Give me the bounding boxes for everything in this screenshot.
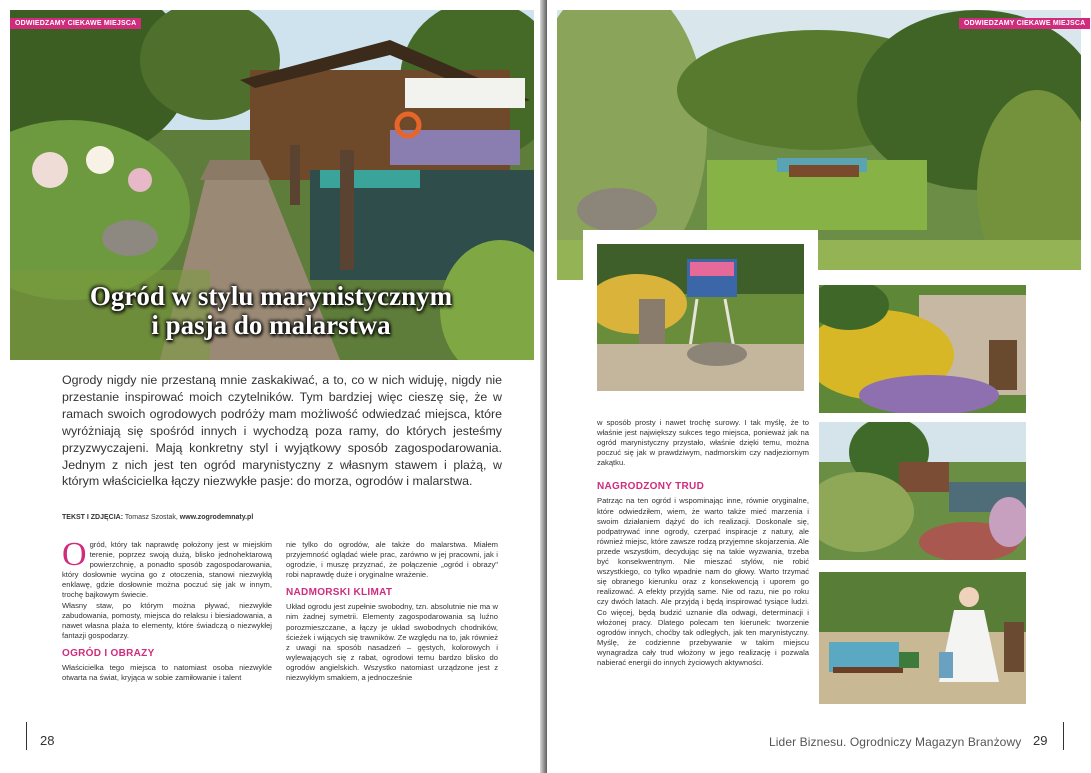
magazine-name: Lider Biznesu. Ogrodniczy Magazyn Branżowy — [769, 735, 1022, 749]
credit-website: www.zogrodemnaty.pl — [179, 514, 254, 521]
right-page — [547, 0, 1091, 773]
subheading: NAGRODZONY TRUD — [597, 481, 705, 493]
column-1 — [62, 536, 272, 683]
photo-credit — [62, 514, 253, 521]
subheading: OGRÓD I OBRAZY — [62, 647, 155, 659]
page-number-rule — [26, 722, 27, 750]
photo-pond-house — [819, 422, 1026, 560]
paragraph: Własny staw, po którym można pływać, niezwykłe zabudowania, pomosty, miejsca do relaksu i biesiadowania, a nawet własna plaża to elementy, które świadczą o niezwykłej fantazji gospodarzy. — [62, 600, 272, 640]
paragraph: Właścicielka tego miejsca to natomiast osoba niezwykle otwarta na świat, kryjąca w sobie zamiłowanie i talent — [62, 662, 272, 683]
paragraph: Układ ogrodu jest zupełnie swobodny, tzn. absolutnie nie ma w nim żadnej symetrii. Elementy zagospodarowania są luźno porozmieszczane, a łączy je układ swobodnych chodników, ścieżek i wijących się trawników. Ze względu na to, jak również z uwagi na sposób nasadzeń – gęstych, kolorowych i wylewających się z rabat, ogrodowi temu bardzo blisko do ogrodów angielskich. Wszystko natomiast urządzone jest z niezwykłym smakiem, a jednocześnie — [286, 602, 498, 683]
paragraph: w sposób prosty i nawet trochę surowy. I tak myślę, że to właśnie jest największy sukces tego miejsca, ponieważ jak na ogród marynistyczny przystało, właśnie dzięki temu, można poczuć się jak w prawdziwym, nadmorskim czy nadjeziornym zakątku. — [597, 418, 809, 468]
title-line-1: Ogród w stylu marynistycznym — [89, 281, 453, 311]
photo-brick-shed-flowers — [819, 285, 1026, 413]
subheading: NADMORSKI KLIMAT — [286, 587, 393, 599]
title-line-2: i pasja do malarstwa — [151, 310, 391, 340]
photo-frame-white — [811, 270, 1081, 286]
column-2 — [286, 540, 498, 683]
section-tag: ODWIEDZAMY CIEKAWE MIEJSCA — [959, 18, 1090, 29]
article-title — [10, 282, 532, 340]
paragraph: nie tylko do ogrodów, ale także do malarstwa. Miałem przyjemność oglądać wiele prac, zarówno w jej pracowni, jak i ogrodzie, i muszę przyznać, że połączenie „ogród i obrazy" robi naprawdę duże i oryginalne wrażenie. — [286, 540, 498, 580]
left-page — [0, 0, 544, 773]
drop-cap: O — [62, 536, 87, 573]
page-number-rule — [1063, 722, 1064, 750]
photo-owner-on-beach — [819, 572, 1026, 704]
photo-easel-painting — [597, 244, 804, 391]
page-number: 29 — [1033, 733, 1048, 748]
page-number: 28 — [40, 733, 55, 748]
lead-paragraph: Ogrody nigdy nie przestaną mnie zaskakiwać, a to, co w nich widuję, nigdy nie przestanie inspirować moich czytelników. Tym bardziej więc cieszę się, że w ramach swoich ogrodowych podróży mam możliwość odwiedzać miejsca, które wyróżniają się spośród innych i wychodzą poza ramy, do których jesteśmy przyzwyczajeni. Mają konkretny styl i wyjątkowy sposób zagospodarowania. Jednym z nich jest ten ogród marynistyczny z własnym stawem i plażą, w którym właścicielka łączy niezwykłe pasje: do morza, ogrodów i malarstwa. — [62, 373, 502, 489]
section-tag: ODWIEDZAMY CIEKAWE MIEJSCA — [10, 18, 141, 29]
credit-author: Tomasz Szostak, — [124, 514, 178, 521]
credit-label: TEKST I ZDJĘCIA: — [62, 514, 124, 521]
paragraph: Patrząc na ten ogród i wspominając inne, równie oryginalne, które odwiedziłem, wiem, że warto także mieć marzenia i swoim działaniem dążyć do ich realizacji. Doskonale się, podpatrywać inne ogrody, czerpać inspiracje z natury, ale również miejsc, które zawsze rodzą przyjemne skojarzenia. Ale przede wszystkim, decydując się na takie wyzwania, trzeba być konsekwentnym. Nie mieszać stylów, nie robić wszystkiego, co tylko wpadnie nam do głowy. Warto trzymać się obranego kierunku oraz z konsekwencją i uporem go realizować. A efekty przyjdą same. Nie od razu, nie po roku czy dwóch latach. Ale przyjdą i będą inspirować tysiące ludzi. Co więcej, będą budzić uznanie dla odwagi, determinacji i włożonej pracy. Dlatego polecam ten kierunek: tworzenie ogrodów innych, choćby tak odległych, jak ten marynistyczny. Myślę, że codzienne przebywanie w takim miejscu wynagradza cały trud włożony w jego realizację i pozwala nabierać energii do innych życiowych aktywności. — [597, 496, 809, 667]
paragraph: Ogród, który tak naprawdę położony jest w miejskim terenie, poprzez swoją dużą, blisko jednohektarową powierzchnię, a ponadto sposób zagospodarowania, który dosłownie wycina go z otoczenia, stanowi niezwykłą enklawę, gdzie dosłownie można poczuć się jak w innym, trochę bajkowym świecie. — [62, 536, 272, 600]
column-3 — [597, 418, 809, 668]
